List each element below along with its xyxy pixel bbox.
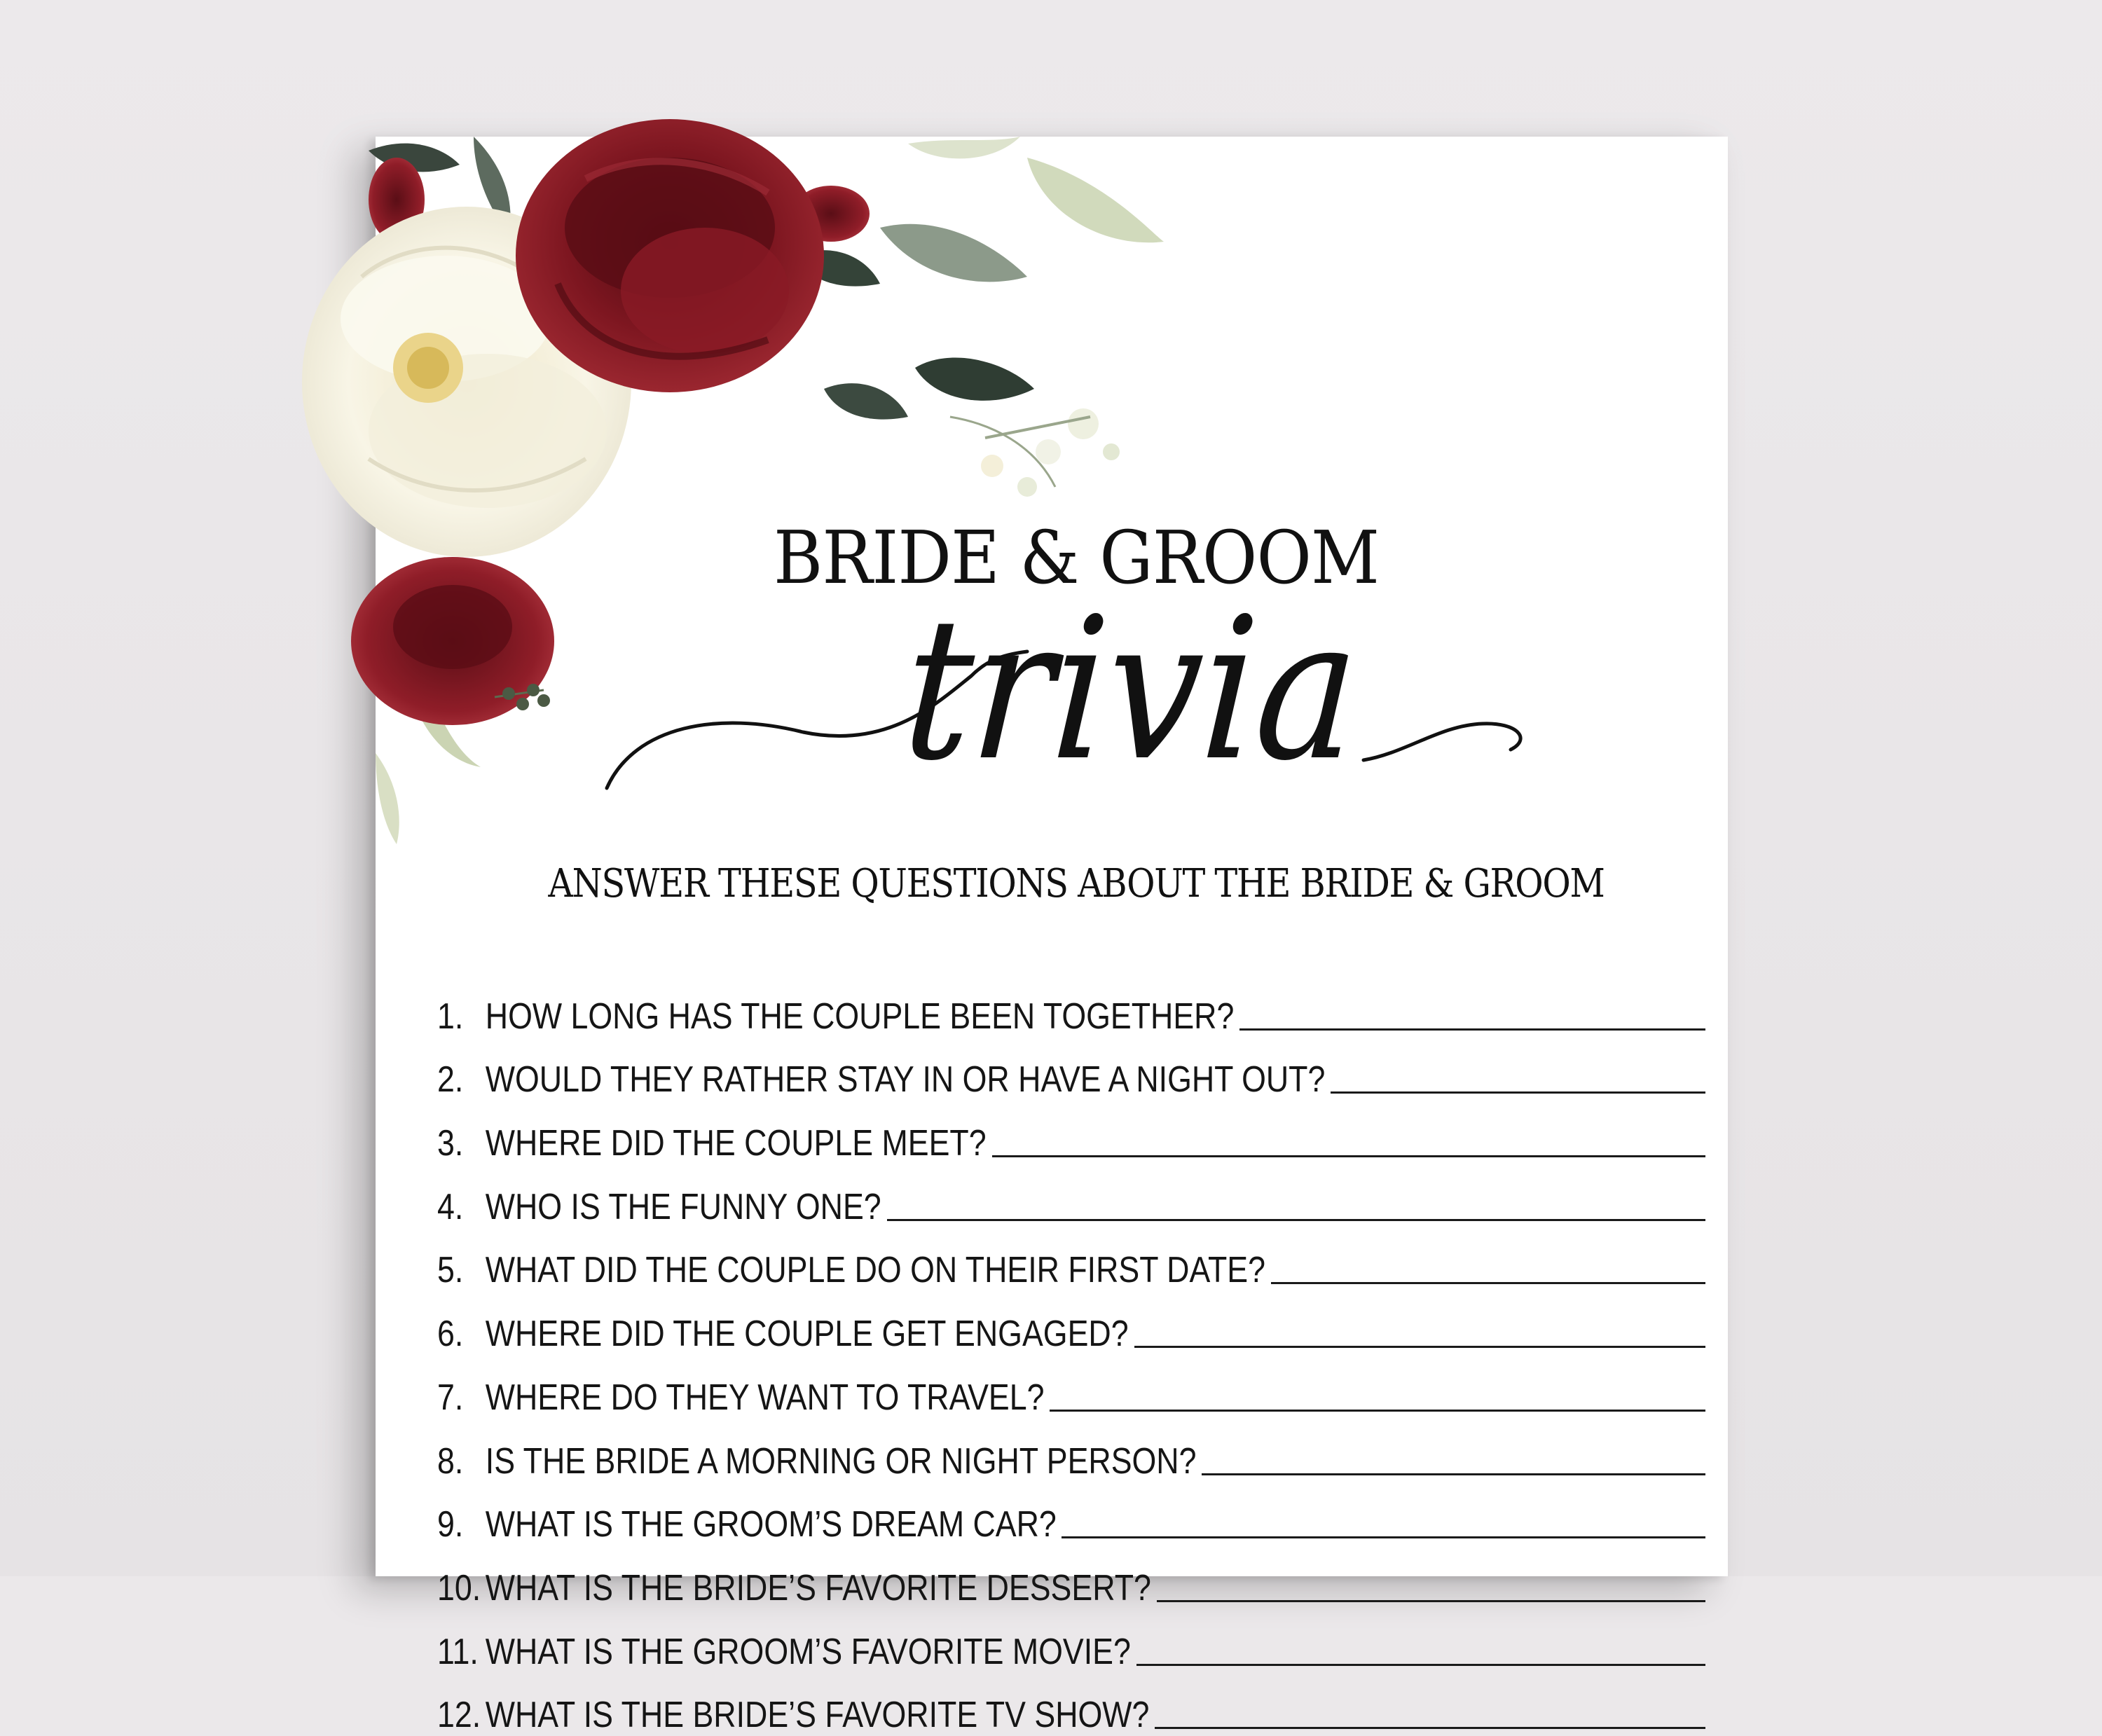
question-row: [437, 1545, 1705, 1609]
answer-line[interactable]: [992, 1155, 1705, 1157]
script-title: trivia: [898, 576, 1364, 804]
question-text: WHAT IS THE BRIDE’S FAVORITE DESSERT?: [485, 1567, 1151, 1608]
question-text: WHERE DID THE COUPLE GET ENGAGED?: [485, 1314, 1129, 1355]
bud: [1103, 443, 1120, 460]
script-title-block: [607, 576, 1742, 851]
subheading: ANSWER THESE QUESTIONS ABOUT THE BRIDE & GROOM: [548, 861, 1605, 907]
question-row: [437, 1419, 1705, 1482]
bud: [981, 455, 1003, 477]
question-row: [437, 1038, 1705, 1101]
question-number: 1.: [437, 996, 464, 1037]
question-list: [437, 974, 1705, 1736]
sage-leaf: [908, 137, 1020, 158]
question-number: 8.: [437, 1440, 464, 1482]
question-text-group: [437, 1186, 881, 1228]
question-row: [437, 1355, 1705, 1419]
answer-line[interactable]: [1050, 1410, 1705, 1412]
question-number: 10.: [437, 1567, 481, 1608]
bud: [1036, 439, 1061, 464]
question-text-group: [437, 1377, 1044, 1419]
question-text-group: [437, 1249, 1265, 1291]
answer-line[interactable]: [1239, 1028, 1705, 1031]
question-text-group: [437, 1122, 987, 1164]
answer-line[interactable]: [1134, 1346, 1705, 1348]
question-text-group: [437, 996, 1234, 1038]
answer-line[interactable]: [1155, 1727, 1705, 1729]
answer-line[interactable]: [1202, 1473, 1705, 1475]
printable-sheet: [376, 137, 1728, 1736]
question-text-group: [437, 1440, 1196, 1482]
answer-line[interactable]: [1136, 1664, 1705, 1666]
question-row: [437, 1101, 1705, 1164]
sage-leaf: [376, 753, 399, 844]
question-text: WHO IS THE FUNNY ONE?: [485, 1186, 881, 1227]
question-text: WHAT DID THE COUPLE DO ON THEIR FIRST DATE?: [485, 1250, 1265, 1291]
question-number: 5.: [437, 1250, 464, 1291]
question-row: [437, 1482, 1705, 1546]
question-number: 6.: [437, 1314, 464, 1355]
question-text-group: [437, 1313, 1129, 1355]
question-number: 11.: [437, 1631, 479, 1672]
question-text-group: [437, 1503, 1057, 1545]
question-number: 4.: [437, 1186, 464, 1227]
question-row: [437, 1609, 1705, 1673]
answer-line[interactable]: [887, 1219, 1705, 1221]
question-number: 2.: [437, 1059, 464, 1101]
question-number: 12.: [437, 1695, 481, 1736]
question-text-group: [437, 1567, 1151, 1609]
question-row: [437, 1673, 1705, 1736]
question-row: [437, 1291, 1705, 1355]
question-text: WHERE DID THE COUPLE MEET?: [485, 1123, 987, 1164]
question-text: WHAT IS THE BRIDE’S FAVORITE TV SHOW?: [485, 1695, 1150, 1736]
question-row: [437, 974, 1705, 1038]
answer-line[interactable]: [1331, 1091, 1705, 1094]
question-row: [437, 1164, 1705, 1228]
question-text: WHAT IS THE GROOM’S DREAM CAR?: [485, 1504, 1057, 1545]
bud: [1068, 408, 1099, 439]
question-text-group: [437, 1631, 1131, 1673]
dark-leaf: [880, 224, 1027, 282]
question-number: 3.: [437, 1123, 464, 1164]
question-number: 7.: [437, 1377, 464, 1418]
question-number: 9.: [437, 1504, 464, 1545]
question-text: HOW LONG HAS THE COUPLE BEEN TOGETHER?: [485, 996, 1235, 1037]
heading: BRIDE & GROOM: [773, 515, 1380, 600]
question-text: IS THE BRIDE A MORNING OR NIGHT PERSON?: [485, 1440, 1197, 1482]
question-text-group: [437, 1694, 1149, 1736]
bud: [1017, 477, 1037, 497]
dark-leaf: [915, 358, 1034, 401]
answer-line[interactable]: [1157, 1600, 1705, 1602]
dark-leaf: [824, 383, 908, 419]
question-text-group: [437, 1059, 1325, 1101]
question-text: WHAT IS THE GROOM’S FAVORITE MOVIE?: [485, 1631, 1131, 1672]
sage-leaf: [1027, 158, 1164, 242]
question-text: WOULD THEY RATHER STAY IN OR HAVE A NIGHT OUT?: [485, 1059, 1326, 1101]
question-text: WHERE DO THEY WANT TO TRAVEL?: [485, 1377, 1045, 1418]
answer-line[interactable]: [1062, 1536, 1705, 1538]
answer-line[interactable]: [1271, 1282, 1705, 1284]
burgundy-rose: [516, 119, 824, 392]
question-row: [437, 1228, 1705, 1292]
